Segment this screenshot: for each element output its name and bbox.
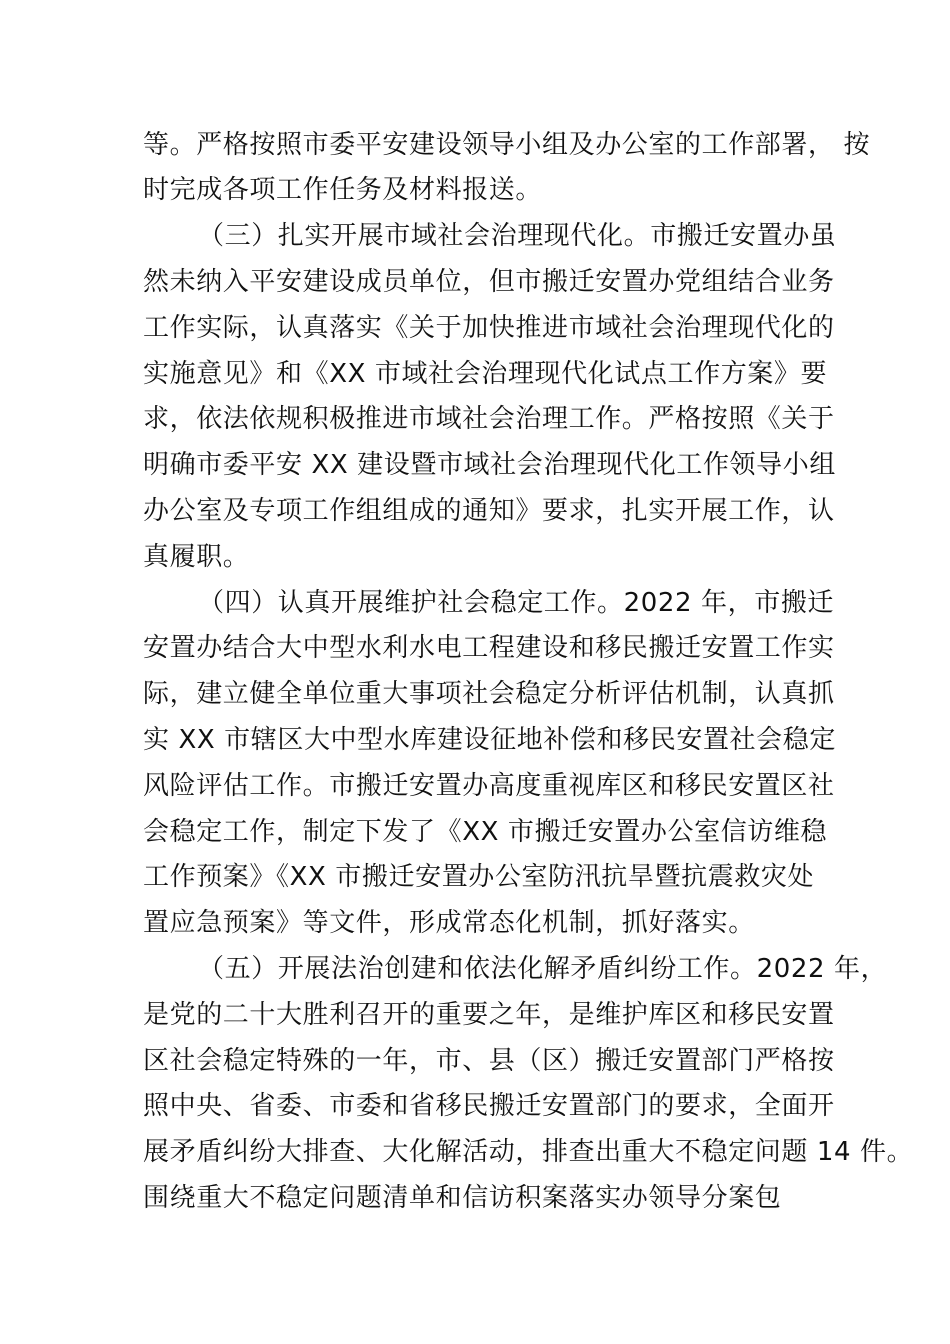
text-line: 工作预案》《XX 市搬迁安置办公室防汛抗旱暨抗震救灾处 xyxy=(143,862,815,892)
text-line: 会稳定工作，制定下发了《XX 市搬迁安置办公室信访维稳 xyxy=(143,817,828,847)
text-line: 然未纳入平安建设成员单位，但市搬迁安置办党组结合业务 xyxy=(143,267,835,297)
text-line: 区社会稳定特殊的一年，市、县（区）搬迁安置部门严格按 xyxy=(143,1046,835,1076)
text-line: 求，依法依规积极推进市域社会治理工作。严格按照《关于 xyxy=(143,404,835,434)
text-line: 风险评估工作。市搬迁安置办高度重视库区和移民安置区社 xyxy=(143,771,835,801)
text-line: 真履职。 xyxy=(143,542,250,572)
text-line: 等。严格按照市委平安建设领导小组及办公室的工作部署， 按 xyxy=(143,130,871,160)
text-line: 际，建立健全单位重大事项社会稳定分析评估机制，认真抓 xyxy=(143,679,835,709)
text-line: 是党的二十大胜利召开的重要之年，是维护库区和移民安置 xyxy=(143,1000,835,1030)
text-line: 安置办结合大中型水利水电工程建设和移民搬迁安置工作实 xyxy=(143,633,835,663)
text-line: 明确市委平安 XX 建设暨市域社会治理现代化工作领导小组 xyxy=(143,450,836,480)
section-heading-3: （三）扎实开展市域社会治理现代化。市搬迁安置办虽 xyxy=(198,221,837,251)
text-line: 时完成各项工作任务及材料报送。 xyxy=(143,175,543,205)
section-heading-4: （四）认真开展维护社会稳定工作。2022 年，市搬迁 xyxy=(198,588,835,618)
text-line: 实施意见》和《XX 市域社会治理现代化试点工作方案》要 xyxy=(143,359,828,389)
text-line: 置应急预案》等文件，形成常态化机制，抓好落实。 xyxy=(143,908,755,938)
text-line: 展矛盾纠纷大排查、大化解活动，排查出重大不稳定问题 14 件。 xyxy=(143,1137,914,1167)
text-line: 工作实际，认真落实《关于加快推进市域社会治理现代化的 xyxy=(143,313,835,343)
text-line: 照中央、省委、市委和省移民搬迁安置部门的要求，全面开 xyxy=(143,1091,835,1121)
text-line: 围绕重大不稳定问题清单和信访积案落实办领导分案包 xyxy=(143,1183,782,1213)
text-line: 办公室及专项工作组组成的通知》要求，扎实开展工作，认 xyxy=(143,496,835,526)
text-line: 实 XX 市辖区大中型水库建设征地补偿和移民安置社会稳定 xyxy=(143,725,836,755)
section-heading-5: （五）开展法治创建和依法化解矛盾纠纷工作。2022 年， xyxy=(198,954,888,984)
